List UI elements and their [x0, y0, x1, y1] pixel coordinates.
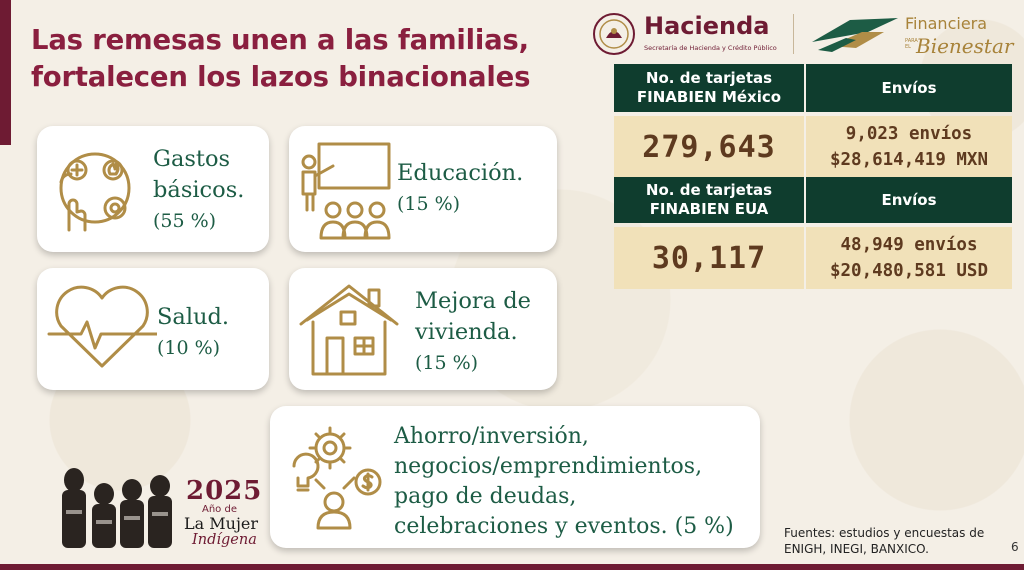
- financiera-small: PARA EL: [905, 38, 918, 50]
- ahorro-line-4: celebraciones y eventos. (5 %): [394, 514, 734, 539]
- left-accent-bar: [0, 0, 11, 145]
- ahorro-line-2: negocios/emprendimientos,: [394, 454, 703, 479]
- sources-line-1: Fuentes: estudios y encuestas de: [784, 526, 985, 540]
- salud-label: [157, 302, 229, 364]
- gastos-line-2: básicos.: [153, 177, 245, 203]
- educacion-label: [397, 158, 523, 220]
- educacion-line-1: Educación.: [397, 160, 524, 186]
- table-mexico-header-envios: Envíos: [806, 64, 1012, 112]
- hacienda-logo: [592, 12, 792, 56]
- table-eua-envios-value: [806, 227, 1012, 289]
- year-of-indigenous-woman-badge: [52, 460, 274, 552]
- year-la-mujer: La Mujer: [184, 514, 259, 533]
- hacienda-name: Hacienda: [644, 12, 770, 40]
- ahorro-line-1: Ahorro/inversión,: [394, 424, 589, 449]
- gastos-label: [153, 144, 244, 237]
- hacienda-subtitle: Secretaría de Hacienda y Crédito Público: [644, 44, 777, 52]
- gastos-line-1: Gastos: [153, 146, 231, 172]
- table-eua-header-envios: Envíos: [806, 177, 1012, 223]
- table-eua-envios-amount: $20,480,581 USD: [829, 261, 989, 281]
- ahorro-label: [394, 422, 734, 542]
- logo-divider: [793, 14, 794, 54]
- indigenous-women-illustration-icon: [52, 460, 182, 552]
- table-eua: [614, 177, 1012, 289]
- year-indigena: Indígena: [192, 532, 257, 548]
- vivienda-label: [415, 286, 531, 379]
- sources-note: [784, 525, 984, 557]
- vivienda-line-1: Mejora de: [415, 288, 531, 314]
- ahorro-line-3: pago de deudas,: [394, 484, 577, 509]
- classroom-icon: [299, 138, 395, 242]
- educacion-percent: (15 %): [397, 193, 461, 215]
- year-ano-de: Año de: [202, 504, 237, 515]
- card-salud: [37, 268, 269, 390]
- financiera-logo: [810, 12, 1015, 56]
- vivienda-line-2: vivienda.: [415, 319, 518, 345]
- table-mexico-envios-value: [806, 116, 1012, 178]
- financiera-word: Financiera: [905, 14, 988, 33]
- table-mexico-header-cards: No. de tarjetas FINABIEN México: [614, 64, 804, 112]
- year-text: 2025: [186, 476, 263, 506]
- table-mexico-envios-count: 9,023 envíos: [845, 124, 973, 144]
- table-mexico: [614, 64, 1012, 178]
- ideas-money-icon: [276, 422, 384, 532]
- card-vivienda: [289, 268, 557, 390]
- house-icon: [297, 280, 401, 380]
- mexico-seal-icon: [592, 12, 636, 56]
- table-eua-header-cards: No. de tarjetas FINABIEN EUA: [614, 177, 804, 223]
- bienestar-word: Bienestar: [916, 34, 1014, 58]
- table-mexico-envios-amount: $28,614,419 MXN: [829, 150, 989, 170]
- heart-pulse-icon: [47, 282, 157, 372]
- page-number: 6: [1011, 540, 1019, 554]
- table-eua-envios-count: 48,949 envíos: [840, 235, 978, 255]
- vivienda-percent: (15 %): [415, 352, 479, 374]
- table-mexico-cards-value: 279,643: [614, 116, 804, 178]
- bottom-accent-bar: [0, 564, 1024, 570]
- card-ahorro: [270, 406, 760, 548]
- card-gastos-basicos: [37, 126, 269, 252]
- financiera-mark-icon: [810, 12, 900, 56]
- salud-line-1: Salud.: [157, 304, 230, 330]
- title-line-1: Las remesas unen a las familias,: [31, 24, 529, 56]
- page-title: [31, 22, 591, 96]
- sources-line-2: ENIGH, INEGI, BANXICO.: [784, 542, 929, 556]
- table-eua-cards-value: 30,117: [614, 227, 804, 289]
- salud-percent: (10 %): [157, 337, 221, 359]
- hand-needs-icon: [47, 142, 143, 238]
- gastos-percent: (55 %): [153, 210, 217, 232]
- title-line-2: fortalecen los lazos binacionales: [31, 61, 531, 93]
- card-educacion: [289, 126, 557, 252]
